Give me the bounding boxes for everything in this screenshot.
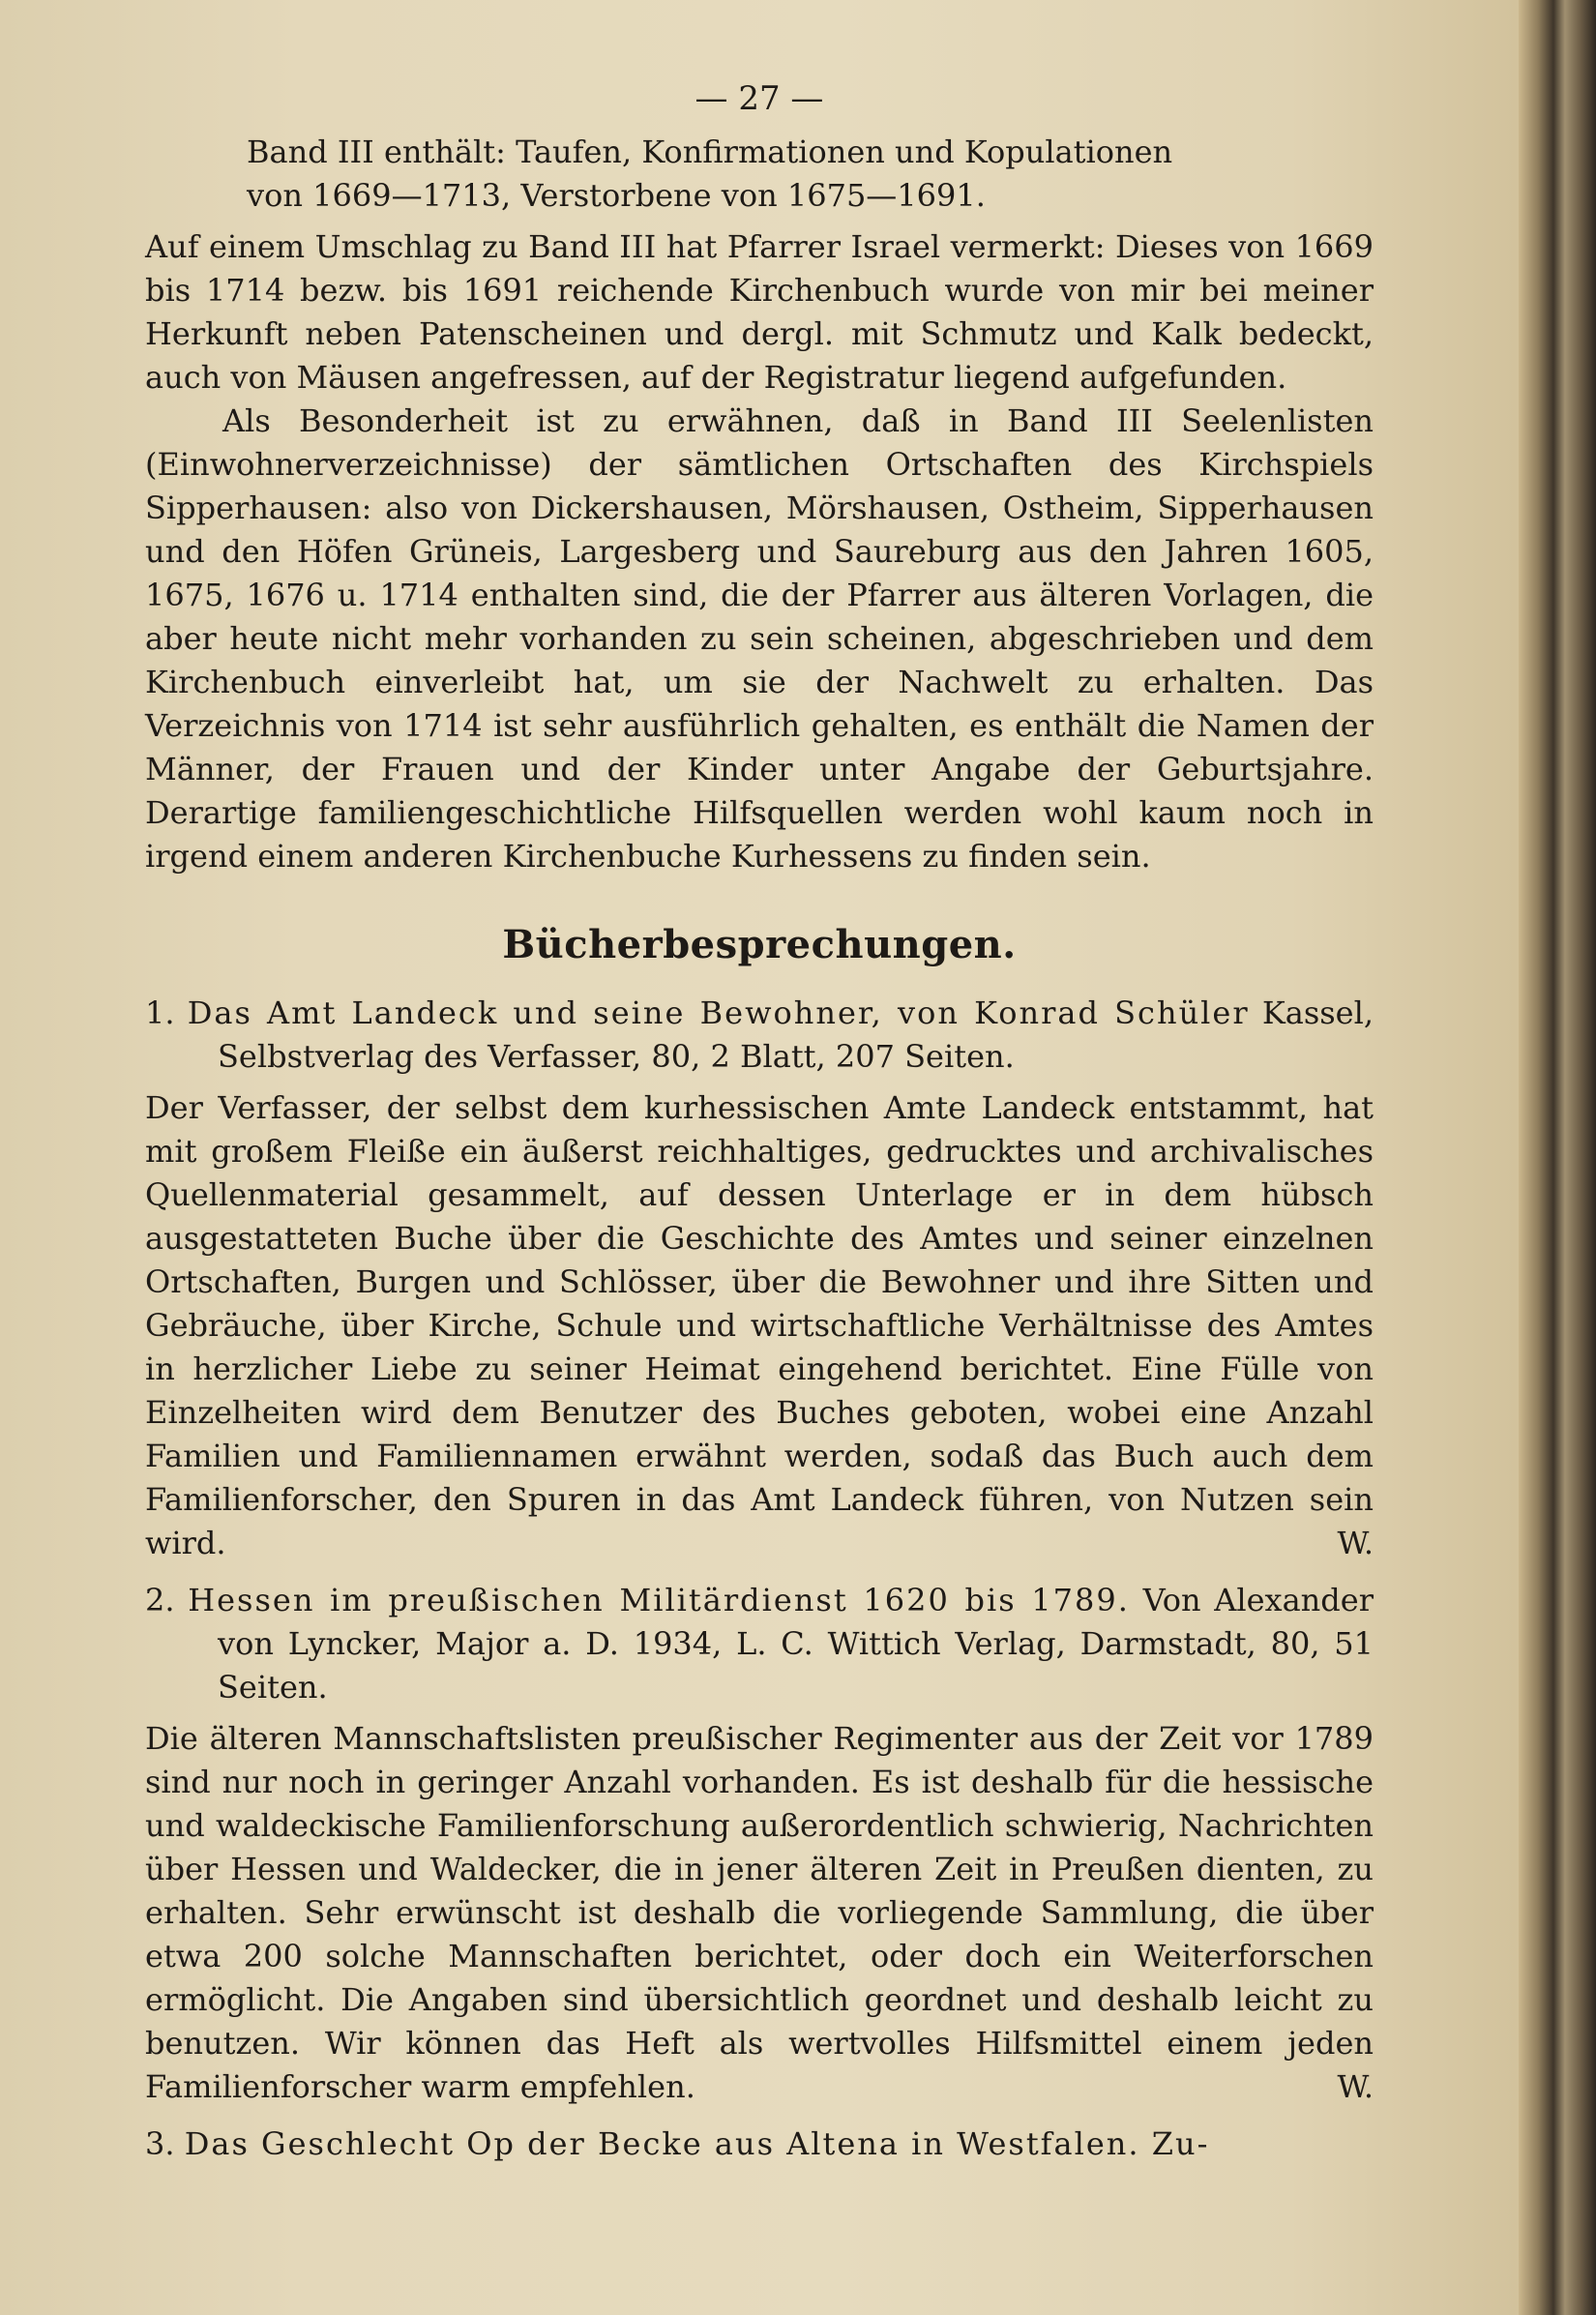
page-edge-binding: [1519, 0, 1596, 2315]
band-line-1: Band III enthält: Taufen, Konfirmationen und Kopulationen: [247, 134, 1173, 170]
review-1-body: Der Verfasser, der selbst dem kurhessischen Amte Landeck entstammt, hat mit großem Fleiße ein äußerst reichhaltiges, gedrucktes und archivalisches Quellenmaterial gesammelt, auf dessen Unterlage er in dem hübsch ausgestatteten Buche über die Geschichte des Amtes und seiner einzelnen Ortschaften, Burgen und Schlösser, über die Bewohner und ihre Sitten und Gebräuche, über Kirche, Schule und wirtschaftliche Verhältnisse des Amtes in herzlicher Liebe zu seiner Heimat eingehend berichtet. Eine Fülle von Einzelheiten wird dem Benutzer des Buches geboten, wobei eine Anzahl Familien und Familiennamen erwähnt werden, sodaß das Buch auch dem Familienforscher, den Spuren in das Amt Landeck führen, von Nutzen sein wird.: [145, 1089, 1374, 1561]
review-1-title: Das Amt Landeck und seine Bewohner, von Konrad Schüler: [187, 994, 1250, 1031]
page-text: [145, 77, 1374, 2166]
review-3-header: [145, 2122, 1374, 2166]
review-2: [145, 1579, 1374, 2109]
review-2-text: [145, 1717, 1374, 2109]
review-3: [145, 2122, 1374, 2166]
review-1: [145, 992, 1374, 1565]
page-number: — 27 —: [695, 79, 824, 118]
review-2-title: Hessen im preußischen Militärdienst 1620 bis 1789.: [188, 1582, 1130, 1618]
review-2-number: 2.: [145, 1582, 175, 1618]
review-1-number: 1.: [145, 994, 175, 1031]
review-3-title: Das Geschlecht Op der Becke aus Altena in Westfalen. Zu-: [184, 2125, 1210, 2162]
paragraph-besonderheit: Als Besonderheit ist zu erwähnen, daß in Band III Seelenlisten (Einwohnerverzeichnisse) der sämtlichen Ortschaften des Kirchspiels Sipperhausen: also von Dickershausen, Mörshausen, Ostheim, Sipperhausen und den Höfen Grüneis, Largesberg und Saureburg aus den Jahren 1605, 1675, 1676 u. 1714 enthalten sind, die der Pfarrer aus älteren Vorlagen, die aber heute nicht mehr vorhanden zu sein scheinen, abgeschrieben und dem Kirchenbuch einverleibt hat, um sie der Nachwelt zu erhalten. Das Verzeichnis von 1714 ist sehr ausführlich gehalten, es enthält die Namen der Männer, der Frauen und der Kinder unter Angabe der Geburtsjahre. Derartige familiengeschichtliche Hilfsquellen werden wohl kaum noch in irgend einem anderen Kirchenbuche Kurhessens zu finden sein.: [145, 402, 1374, 875]
band-line-2: von 1669—1713, Verstorbene von 1675—1691.: [247, 177, 986, 214]
review-1-header: [145, 992, 1374, 1079]
review-2-signature: W.: [1337, 2068, 1374, 2105]
band-description: [145, 131, 1374, 218]
review-2-body: Die älteren Mannschaftslisten preußischer Regimenter aus der Zeit vor 1789 sind nur noch in geringer Anzahl vorhanden. Es ist deshalb für die hessische und waldeckische Familienforschung außerordentlich schwierig, Nachrichten über Hessen und Waldecker, die in jener älteren Zeit in Preußen dienten, zu erhalten. Sehr erwünscht ist deshalb die vorliegende Sammlung, die über etwa 200 solche Mannschaften berichtet, oder doch ein Weiterforschen ermöglicht. Die Angaben sind übersichtlich geordnet und deshalb leicht zu benutzen. Wir können das Heft als wertvolles Hilfsmittel einem jeden Familienforscher warm empfehlen.: [145, 1720, 1374, 2105]
review-1-signature: W.: [1337, 1525, 1374, 1561]
review-2-header: [145, 1579, 1374, 1709]
review-1-text: [145, 1086, 1374, 1565]
paragraph-umschlag: Auf einem Umschlag zu Band III hat Pfarrer Israel vermerkt: Dieses von 1669 bis 1714 bezw. bis 1691 reichende Kirchenbuch wurde von mir bei meiner Herkunft neben Patenscheinen und dergl. mit Schmutz und Kalk bedeckt, auch von Mäusen angefressen, auf der Registratur liegend aufgefunden.: [145, 228, 1374, 396]
review-1-publication: Kassel, Selbstverlag des Verfasser, 80, 2 Blatt, 207 Seiten.: [218, 994, 1374, 1075]
section-heading: Bücherbesprechungen.: [502, 922, 1017, 967]
review-3-number: 3.: [145, 2125, 175, 2162]
review-2-publication: Von Alexander von Lyncker, Major a. D. 1934, L. C. Wittich Verlag, Darmstadt, 80, 51 Seiten.: [218, 1582, 1374, 1706]
